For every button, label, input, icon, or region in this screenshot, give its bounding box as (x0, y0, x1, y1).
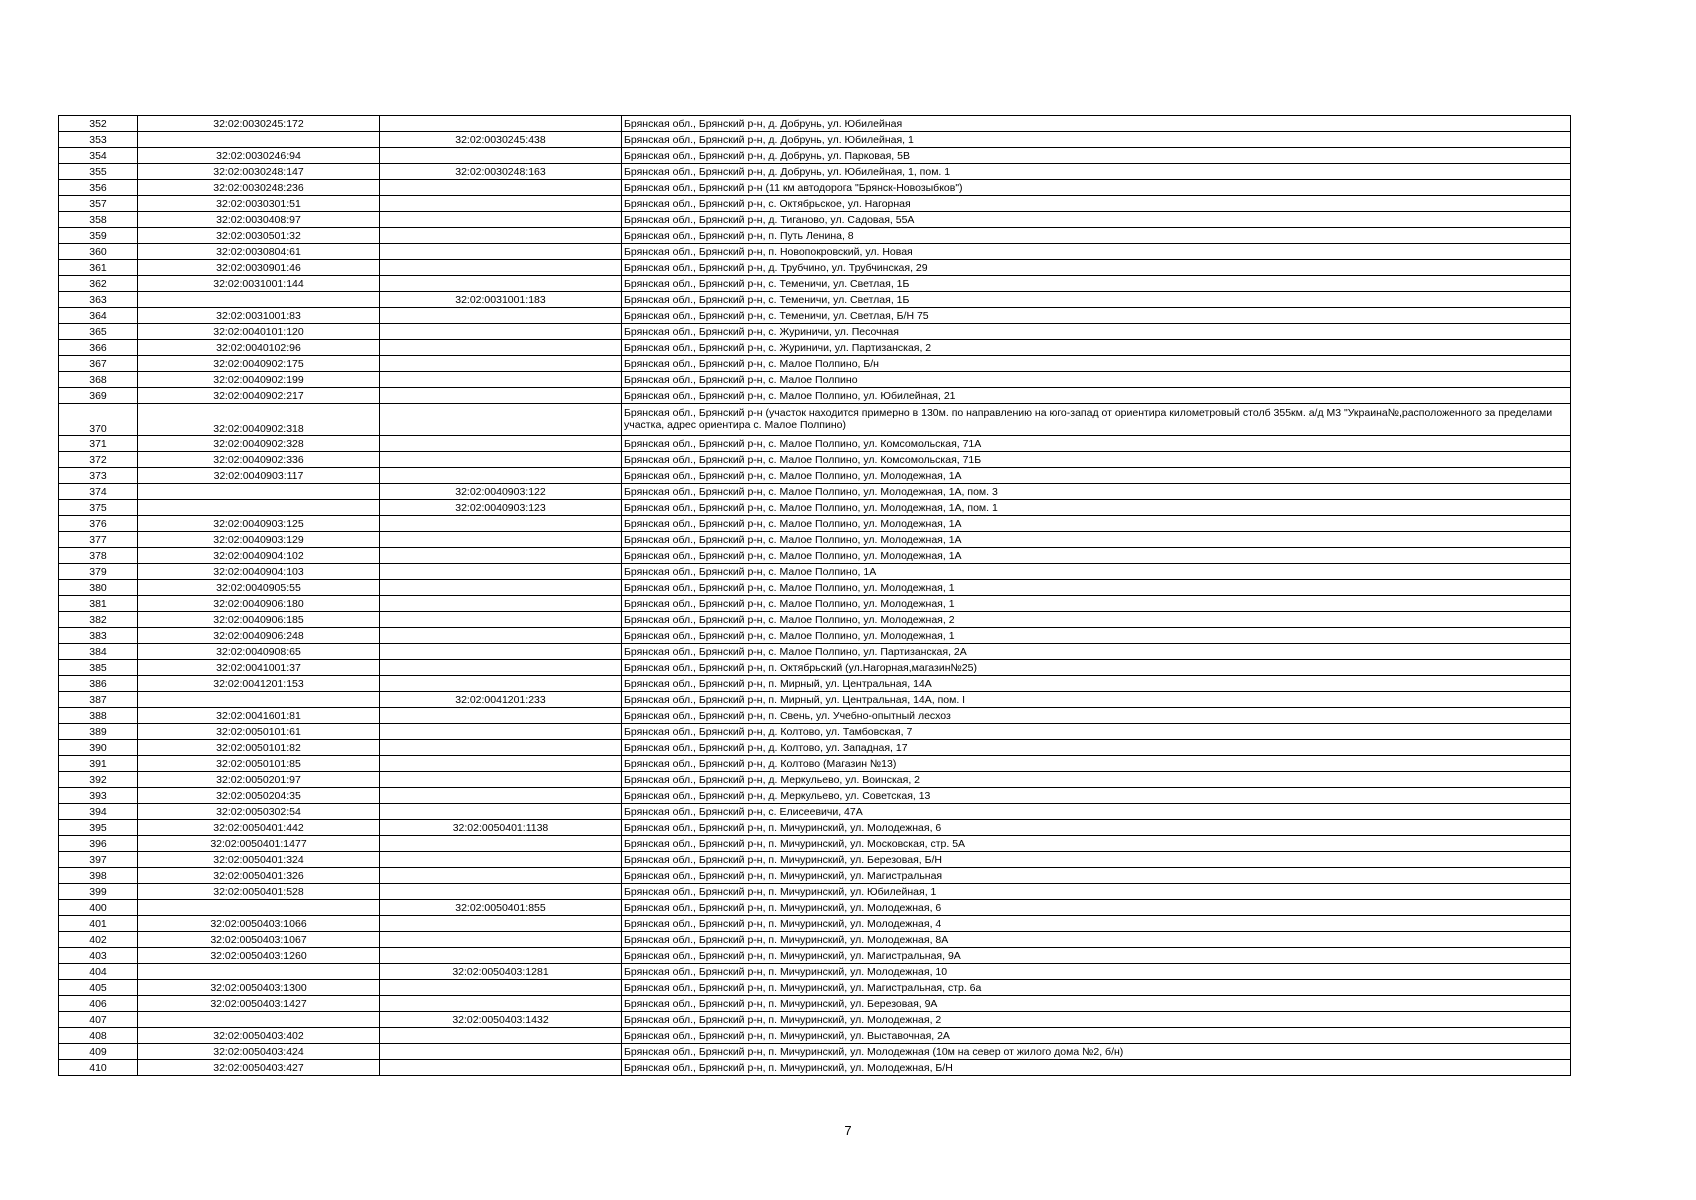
cadastral-number-cell: 32:02:0040906:248 (138, 628, 380, 644)
cadastral-number-cell: 32:02:0040902:328 (138, 436, 380, 452)
table-row (59, 916, 1571, 932)
cadastral-number-cell: 32:02:0050101:82 (138, 740, 380, 756)
table-row (59, 644, 1571, 660)
address-cell: Брянская обл., Брянский р-н, п. Мирный, ул. Центральная, 14А, пом. I (622, 692, 1571, 708)
related-cadastral-number-cell (380, 436, 622, 452)
table-row (59, 452, 1571, 468)
cadastral-number-cell: 32:02:0030245:172 (138, 116, 380, 132)
address-cell: Брянская обл., Брянский р-н, с. Малое Полпино, ул. Молодежная, 1 (622, 628, 1571, 644)
table-row (59, 772, 1571, 788)
cadastral-number-cell: 32:02:0050403:402 (138, 1028, 380, 1044)
registry-table (58, 115, 1571, 1076)
table-row (59, 484, 1571, 500)
row-number-cell: 377 (59, 532, 138, 548)
related-cadastral-number-cell (380, 884, 622, 900)
address-cell: Брянская обл., Брянский р-н, п. Мичуринский, ул. Молодежная, 4 (622, 916, 1571, 932)
address-cell: Брянская обл., Брянский р-н, с. Малое Полпино, ул. Юбилейная, 21 (622, 388, 1571, 404)
related-cadastral-number-cell: 32:02:0040903:122 (380, 484, 622, 500)
related-cadastral-number-cell (380, 932, 622, 948)
related-cadastral-number-cell (380, 836, 622, 852)
row-number-cell: 369 (59, 388, 138, 404)
related-cadastral-number-cell (380, 724, 622, 740)
related-cadastral-number-cell (380, 596, 622, 612)
table-row (59, 564, 1571, 580)
cadastral-number-cell: 32:02:0041601:81 (138, 708, 380, 724)
related-cadastral-number-cell (380, 676, 622, 692)
cadastral-number-cell: 32:02:0050204:35 (138, 788, 380, 804)
related-cadastral-number-cell (380, 740, 622, 756)
row-number-cell: 361 (59, 260, 138, 276)
table-row (59, 132, 1571, 148)
row-number-cell: 375 (59, 500, 138, 516)
table-row (59, 612, 1571, 628)
row-number-cell: 368 (59, 372, 138, 388)
address-cell: Брянская обл., Брянский р-н, с. Малое Полпино, ул. Молодежная, 1 (622, 580, 1571, 596)
address-cell: Брянская обл., Брянский р-н, д. Меркульево, ул. Советская, 13 (622, 788, 1571, 804)
table-row (59, 228, 1571, 244)
address-cell: Брянская обл., Брянский р-н, д. Добрунь, ул. Юбилейная (622, 116, 1571, 132)
related-cadastral-number-cell (380, 612, 622, 628)
address-cell: Брянская обл., Брянский р-н (участок находится примерно в 130м. по направлению на юго-запад от ориентира километровый столб 355км. а/д М3 "Украина№,расположенного за пределами участка, адрес ориентира с. Малое Полпино) (622, 404, 1571, 436)
row-number-cell: 373 (59, 468, 138, 484)
table-row (59, 804, 1571, 820)
row-number-cell: 372 (59, 452, 138, 468)
cadastral-number-cell (138, 484, 380, 500)
address-cell: Брянская обл., Брянский р-н, п. Мичуринский, ул. Молодежная (10м на север от жилого дома №2, б/н) (622, 1044, 1571, 1060)
related-cadastral-number-cell (380, 324, 622, 340)
related-cadastral-number-cell (380, 276, 622, 292)
related-cadastral-number-cell (380, 564, 622, 580)
cadastral-number-cell: 32:02:0040906:180 (138, 596, 380, 612)
address-cell: Брянская обл., Брянский р-н, п. Мичуринский, ул. Березовая, 9А (622, 996, 1571, 1012)
related-cadastral-number-cell (380, 660, 622, 676)
address-cell: Брянская обл., Брянский р-н, с. Журиничи, ул. Партизанская, 2 (622, 340, 1571, 356)
address-cell: Брянская обл., Брянский р-н, п. Мичуринский, ул. Магистральная, стр. 6а (622, 980, 1571, 996)
address-cell: Брянская обл., Брянский р-н, д. Добрунь, ул. Юбилейная, 1, пом. 1 (622, 164, 1571, 180)
address-cell: Брянская обл., Брянский р-н, с. Малое Полпино, ул. Молодежная, 1А (622, 548, 1571, 564)
row-number-cell: 390 (59, 740, 138, 756)
address-cell: Брянская обл., Брянский р-н, д. Колтово (Магазин №13) (622, 756, 1571, 772)
address-cell: Брянская обл., Брянский р-н, с. Малое Полпино, ул. Молодежная, 1А, пом. 3 (622, 484, 1571, 500)
related-cadastral-number-cell (380, 996, 622, 1012)
address-cell: Брянская обл., Брянский р-н, п. Мичуринский, ул. Выставочная, 2А (622, 1028, 1571, 1044)
table-row (59, 628, 1571, 644)
related-cadastral-number-cell (380, 180, 622, 196)
row-number-cell: 357 (59, 196, 138, 212)
related-cadastral-number-cell (380, 228, 622, 244)
related-cadastral-number-cell (380, 756, 622, 772)
table-row (59, 388, 1571, 404)
related-cadastral-number-cell (380, 372, 622, 388)
cadastral-number-cell: 32:02:0050403:1067 (138, 932, 380, 948)
cadastral-number-cell: 32:02:0050401:528 (138, 884, 380, 900)
address-cell: Брянская обл., Брянский р-н, с. Малое Полпино, ул. Комсомольская, 71Б (622, 452, 1571, 468)
related-cadastral-number-cell: 32:02:0030245:438 (380, 132, 622, 148)
row-number-cell: 388 (59, 708, 138, 724)
address-cell: Брянская обл., Брянский р-н, с. Малое Полпино, ул. Комсомольская, 71А (622, 436, 1571, 452)
table-row (59, 260, 1571, 276)
cadastral-number-cell: 32:02:0050403:1427 (138, 996, 380, 1012)
cadastral-number-cell: 32:02:0040902:175 (138, 356, 380, 372)
cadastral-number-cell (138, 1012, 380, 1028)
table-row (59, 116, 1571, 132)
related-cadastral-number-cell (380, 628, 622, 644)
row-number-cell: 379 (59, 564, 138, 580)
table-row (59, 900, 1571, 916)
address-cell: Брянская обл., Брянский р-н, с. Малое Полпино, ул. Молодежная, 1А (622, 468, 1571, 484)
table-row (59, 340, 1571, 356)
cadastral-number-cell: 32:02:0040904:102 (138, 548, 380, 564)
row-number-cell: 354 (59, 148, 138, 164)
related-cadastral-number-cell (380, 532, 622, 548)
related-cadastral-number-cell (380, 356, 622, 372)
row-number-cell: 355 (59, 164, 138, 180)
address-cell: Брянская обл., Брянский р-н, с. Теменичи, ул. Светлая, 1Б (622, 276, 1571, 292)
cadastral-number-cell: 32:02:0050401:1477 (138, 836, 380, 852)
related-cadastral-number-cell (380, 516, 622, 532)
related-cadastral-number-cell (380, 980, 622, 996)
table-row (59, 276, 1571, 292)
address-cell: Брянская обл., Брянский р-н, п. Мичуринский, ул. Молодежная, 6 (622, 900, 1571, 916)
page-number: 7 (844, 1123, 852, 1138)
row-number-cell: 400 (59, 900, 138, 916)
address-cell: Брянская обл., Брянский р-н, п. Свень, ул. Учебно-опытный лесхоз (622, 708, 1571, 724)
address-cell: Брянская обл., Брянский р-н (11 км автодорога "Брянск-Новозыбков") (622, 180, 1571, 196)
row-number-cell: 374 (59, 484, 138, 500)
table-row (59, 996, 1571, 1012)
address-cell: Брянская обл., Брянский р-н, п. Мичуринский, ул. Молодежная, Б/Н (622, 1060, 1571, 1076)
address-cell: Брянская обл., Брянский р-н, п. Октябрьский (ул.Нагорная,магазин№25) (622, 660, 1571, 676)
related-cadastral-number-cell (380, 916, 622, 932)
cadastral-number-cell (138, 692, 380, 708)
table-row (59, 1012, 1571, 1028)
row-number-cell: 376 (59, 516, 138, 532)
related-cadastral-number-cell: 32:02:0050403:1281 (380, 964, 622, 980)
table-row (59, 356, 1571, 372)
cadastral-number-cell: 32:02:0040905:55 (138, 580, 380, 596)
row-number-cell: 353 (59, 132, 138, 148)
table-row (59, 404, 1571, 436)
address-cell: Брянская обл., Брянский р-н, п. Мичуринский, ул. Молодежная, 8А (622, 932, 1571, 948)
row-number-cell: 387 (59, 692, 138, 708)
cadastral-number-cell: 32:02:0040903:129 (138, 532, 380, 548)
cadastral-number-cell: 32:02:0050403:1300 (138, 980, 380, 996)
table-row (59, 708, 1571, 724)
address-cell: Брянская обл., Брянский р-н, с. Малое Полпино, ул. Молодежная, 1А (622, 532, 1571, 548)
cadastral-number-cell: 32:02:0041201:153 (138, 676, 380, 692)
row-number-cell: 399 (59, 884, 138, 900)
table-row (59, 532, 1571, 548)
table-row (59, 212, 1571, 228)
table-row (59, 676, 1571, 692)
table-row (59, 324, 1571, 340)
table-row (59, 980, 1571, 996)
address-cell: Брянская обл., Брянский р-н, д. Трубчино, ул. Трубчинская, 29 (622, 260, 1571, 276)
cadastral-number-cell: 32:02:0030301:51 (138, 196, 380, 212)
cadastral-number-cell: 32:02:0030501:32 (138, 228, 380, 244)
table-row (59, 308, 1571, 324)
related-cadastral-number-cell: 32:02:0031001:183 (380, 292, 622, 308)
row-number-cell: 364 (59, 308, 138, 324)
row-number-cell: 386 (59, 676, 138, 692)
address-cell: Брянская обл., Брянский р-н, с. Малое Полпино, ул. Молодежная, 2 (622, 612, 1571, 628)
cadastral-number-cell: 32:02:0040903:125 (138, 516, 380, 532)
address-cell: Брянская обл., Брянский р-н, с. Малое Полпино, Б/н (622, 356, 1571, 372)
row-number-cell: 366 (59, 340, 138, 356)
related-cadastral-number-cell (380, 1060, 622, 1076)
table-row (59, 868, 1571, 884)
cadastral-number-cell: 32:02:0040101:120 (138, 324, 380, 340)
cadastral-number-cell (138, 964, 380, 980)
row-number-cell: 403 (59, 948, 138, 964)
table-row (59, 500, 1571, 516)
address-cell: Брянская обл., Брянский р-н, п. Мирный, ул. Центральная, 14А (622, 676, 1571, 692)
row-number-cell: 396 (59, 836, 138, 852)
row-number-cell: 362 (59, 276, 138, 292)
row-number-cell: 389 (59, 724, 138, 740)
row-number-cell: 401 (59, 916, 138, 932)
address-cell: Брянская обл., Брянский р-н, п. Мичуринский, ул. Молодежная, 10 (622, 964, 1571, 980)
table-row (59, 724, 1571, 740)
cadastral-number-cell: 32:02:0050403:424 (138, 1044, 380, 1060)
table-row (59, 884, 1571, 900)
cadastral-number-cell: 32:02:0040102:96 (138, 340, 380, 356)
related-cadastral-number-cell: 32:02:0041201:233 (380, 692, 622, 708)
related-cadastral-number-cell (380, 948, 622, 964)
address-cell: Брянская обл., Брянский р-н, п. Мичуринский, ул. Березовая, Б/Н (622, 852, 1571, 868)
cadastral-number-cell: 32:02:0050401:326 (138, 868, 380, 884)
row-number-cell: 382 (59, 612, 138, 628)
row-number-cell: 381 (59, 596, 138, 612)
address-cell: Брянская обл., Брянский р-н, с. Елисеевичи, 47А (622, 804, 1571, 820)
address-cell: Брянская обл., Брянский р-н, п. Мичуринский, ул. Магистральная (622, 868, 1571, 884)
address-cell: Брянская обл., Брянский р-н, п. Мичуринский, ул. Магистральная, 9А (622, 948, 1571, 964)
row-number-cell: 363 (59, 292, 138, 308)
registry-table-body (59, 116, 1571, 1076)
row-number-cell: 394 (59, 804, 138, 820)
related-cadastral-number-cell: 32:02:0030248:163 (380, 164, 622, 180)
table-row (59, 468, 1571, 484)
row-number-cell: 359 (59, 228, 138, 244)
table-row (59, 164, 1571, 180)
table-row (59, 1060, 1571, 1076)
cadastral-number-cell: 32:02:0030901:46 (138, 260, 380, 276)
table-row (59, 436, 1571, 452)
row-number-cell: 406 (59, 996, 138, 1012)
related-cadastral-number-cell (380, 852, 622, 868)
row-number-cell: 370 (59, 404, 138, 436)
row-number-cell: 404 (59, 964, 138, 980)
cadastral-number-cell: 32:02:0050403:1066 (138, 916, 380, 932)
table-row (59, 148, 1571, 164)
row-number-cell: 391 (59, 756, 138, 772)
address-cell: Брянская обл., Брянский р-н, д. Добрунь, ул. Юбилейная, 1 (622, 132, 1571, 148)
row-number-cell: 398 (59, 868, 138, 884)
address-cell: Брянская обл., Брянский р-н, д. Тиганово, ул. Садовая, 55А (622, 212, 1571, 228)
related-cadastral-number-cell (380, 452, 622, 468)
cadastral-number-cell: 32:02:0050302:54 (138, 804, 380, 820)
row-number-cell: 358 (59, 212, 138, 228)
cadastral-number-cell: 32:02:0040908:65 (138, 644, 380, 660)
table-row (59, 1028, 1571, 1044)
address-cell: Брянская обл., Брянский р-н, с. Малое Полпино, ул. Молодежная, 1А (622, 516, 1571, 532)
related-cadastral-number-cell (380, 772, 622, 788)
cadastral-number-cell: 32:02:0040902:336 (138, 452, 380, 468)
row-number-cell: 356 (59, 180, 138, 196)
cadastral-number-cell: 32:02:0041001:37 (138, 660, 380, 676)
address-cell: Брянская обл., Брянский р-н, с. Малое Полпино, 1А (622, 564, 1571, 580)
table-row (59, 836, 1571, 852)
cadastral-number-cell: 32:02:0050403:427 (138, 1060, 380, 1076)
row-number-cell: 395 (59, 820, 138, 836)
cadastral-number-cell (138, 900, 380, 916)
table-row (59, 964, 1571, 980)
related-cadastral-number-cell (380, 580, 622, 596)
address-cell: Брянская обл., Брянский р-н, п. Мичуринский, ул. Юбилейная, 1 (622, 884, 1571, 900)
cadastral-number-cell: 32:02:0031001:83 (138, 308, 380, 324)
row-number-cell: 408 (59, 1028, 138, 1044)
cadastral-number-cell: 32:02:0050201:97 (138, 772, 380, 788)
row-number-cell: 384 (59, 644, 138, 660)
related-cadastral-number-cell (380, 244, 622, 260)
table-row (59, 820, 1571, 836)
table-row (59, 692, 1571, 708)
address-cell: Брянская обл., Брянский р-н, с. Журиничи, ул. Песочная (622, 324, 1571, 340)
table-row (59, 196, 1571, 212)
cadastral-number-cell: 32:02:0040903:117 (138, 468, 380, 484)
row-number-cell: 371 (59, 436, 138, 452)
related-cadastral-number-cell (380, 468, 622, 484)
table-row (59, 244, 1571, 260)
row-number-cell: 383 (59, 628, 138, 644)
table-row (59, 948, 1571, 964)
row-number-cell: 392 (59, 772, 138, 788)
address-cell: Брянская обл., Брянский р-н, п. Путь Ленина, 8 (622, 228, 1571, 244)
cadastral-number-cell: 32:02:0050403:1260 (138, 948, 380, 964)
related-cadastral-number-cell: 32:02:0050403:1432 (380, 1012, 622, 1028)
table-row (59, 1044, 1571, 1060)
cadastral-number-cell (138, 292, 380, 308)
related-cadastral-number-cell: 32:02:0050401:1138 (380, 820, 622, 836)
table-row (59, 596, 1571, 612)
row-number-cell: 360 (59, 244, 138, 260)
related-cadastral-number-cell (380, 868, 622, 884)
related-cadastral-number-cell (380, 308, 622, 324)
related-cadastral-number-cell (380, 196, 622, 212)
row-number-cell: 378 (59, 548, 138, 564)
cadastral-number-cell: 32:02:0040902:217 (138, 388, 380, 404)
address-cell: Брянская обл., Брянский р-н, с. Малое Полпино (622, 372, 1571, 388)
related-cadastral-number-cell: 32:02:0040903:123 (380, 500, 622, 516)
cadastral-number-cell: 32:02:0030804:61 (138, 244, 380, 260)
cadastral-number-cell: 32:02:0030248:147 (138, 164, 380, 180)
address-cell: Брянская обл., Брянский р-н, с. Теменичи, ул. Светлая, 1Б (622, 292, 1571, 308)
related-cadastral-number-cell (380, 1028, 622, 1044)
related-cadastral-number-cell (380, 148, 622, 164)
cadastral-number-cell: 32:02:0040906:185 (138, 612, 380, 628)
table-row (59, 740, 1571, 756)
address-cell: Брянская обл., Брянский р-н, с. Малое Полпино, ул. Партизанская, 2А (622, 644, 1571, 660)
cadastral-number-cell: 32:02:0040904:103 (138, 564, 380, 580)
row-number-cell: 407 (59, 1012, 138, 1028)
cadastral-number-cell: 32:02:0050401:442 (138, 820, 380, 836)
row-number-cell: 393 (59, 788, 138, 804)
cadastral-number-cell: 32:02:0031001:144 (138, 276, 380, 292)
table-row (59, 516, 1571, 532)
address-cell: Брянская обл., Брянский р-н, д. Колтово, ул. Тамбовская, 7 (622, 724, 1571, 740)
related-cadastral-number-cell (380, 644, 622, 660)
table-row (59, 660, 1571, 676)
table-row (59, 788, 1571, 804)
address-cell: Брянская обл., Брянский р-н, с. Октябрьское, ул. Нагорная (622, 196, 1571, 212)
table-row (59, 548, 1571, 564)
cadastral-number-cell (138, 500, 380, 516)
cadastral-number-cell: 32:02:0050101:61 (138, 724, 380, 740)
cadastral-number-cell: 32:02:0050401:324 (138, 852, 380, 868)
cadastral-number-cell: 32:02:0050101:85 (138, 756, 380, 772)
address-cell: Брянская обл., Брянский р-н, п. Мичуринский, ул. Молодежная, 6 (622, 820, 1571, 836)
address-cell: Брянская обл., Брянский р-н, с. Малое Полпино, ул. Молодежная, 1А, пом. 1 (622, 500, 1571, 516)
table-row (59, 932, 1571, 948)
related-cadastral-number-cell (380, 804, 622, 820)
address-cell: Брянская обл., Брянский р-н, п. Мичуринский, ул. Молодежная, 2 (622, 1012, 1571, 1028)
table-row (59, 292, 1571, 308)
related-cadastral-number-cell (380, 340, 622, 356)
table-row (59, 756, 1571, 772)
table-row (59, 180, 1571, 196)
address-cell: Брянская обл., Брянский р-н, с. Теменичи, ул. Светлая, Б/Н 75 (622, 308, 1571, 324)
address-cell: Брянская обл., Брянский р-н, п. Мичуринский, ул. Московская, стр. 5А (622, 836, 1571, 852)
related-cadastral-number-cell: 32:02:0050401:855 (380, 900, 622, 916)
related-cadastral-number-cell (380, 116, 622, 132)
address-cell: Брянская обл., Брянский р-н, д. Добрунь, ул. Парковая, 5В (622, 148, 1571, 164)
related-cadastral-number-cell (380, 388, 622, 404)
related-cadastral-number-cell (380, 1044, 622, 1060)
cadastral-number-cell: 32:02:0030408:97 (138, 212, 380, 228)
row-number-cell: 409 (59, 1044, 138, 1060)
row-number-cell: 367 (59, 356, 138, 372)
related-cadastral-number-cell (380, 260, 622, 276)
related-cadastral-number-cell (380, 404, 622, 436)
table-row (59, 580, 1571, 596)
row-number-cell: 402 (59, 932, 138, 948)
cadastral-number-cell (138, 132, 380, 148)
table-row (59, 852, 1571, 868)
cadastral-number-cell: 32:02:0040902:199 (138, 372, 380, 388)
row-number-cell: 380 (59, 580, 138, 596)
row-number-cell: 352 (59, 116, 138, 132)
cadastral-number-cell: 32:02:0030248:236 (138, 180, 380, 196)
address-cell: Брянская обл., Брянский р-н, п. Новопокровский, ул. Новая (622, 244, 1571, 260)
cadastral-number-cell: 32:02:0030246:94 (138, 148, 380, 164)
row-number-cell: 397 (59, 852, 138, 868)
related-cadastral-number-cell (380, 212, 622, 228)
row-number-cell: 405 (59, 980, 138, 996)
related-cadastral-number-cell (380, 788, 622, 804)
related-cadastral-number-cell (380, 708, 622, 724)
table-row (59, 372, 1571, 388)
address-cell: Брянская обл., Брянский р-н, д. Колтово, ул. Западная, 17 (622, 740, 1571, 756)
cadastral-number-cell: 32:02:0040902:318 (138, 404, 380, 436)
address-cell: Брянская обл., Брянский р-н, д. Меркульево, ул. Воинская, 2 (622, 772, 1571, 788)
related-cadastral-number-cell (380, 548, 622, 564)
row-number-cell: 410 (59, 1060, 138, 1076)
row-number-cell: 385 (59, 660, 138, 676)
row-number-cell: 365 (59, 324, 138, 340)
address-cell: Брянская обл., Брянский р-н, с. Малое Полпино, ул. Молодежная, 1 (622, 596, 1571, 612)
